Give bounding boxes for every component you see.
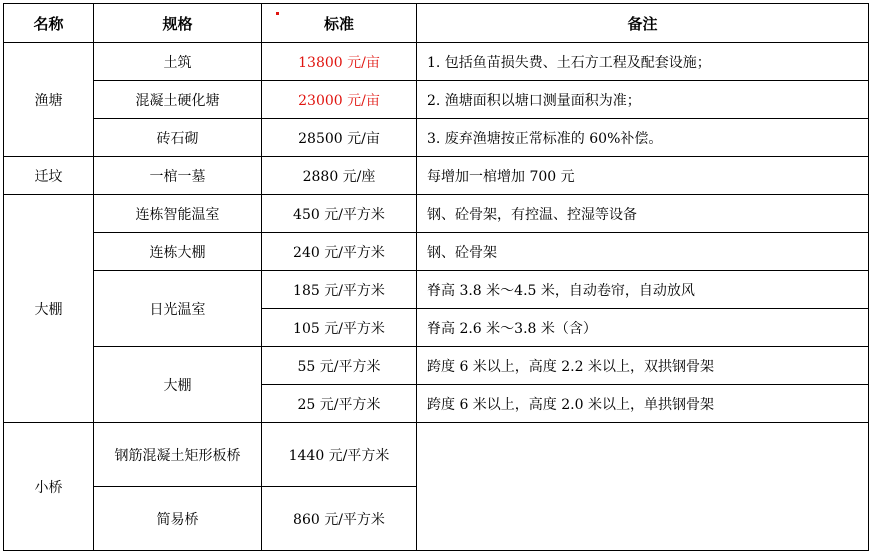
remark-cell: 1. 包括鱼苗损失费、土石方工程及配套设施； xyxy=(417,43,869,81)
standard-cell: 1440 元/平方米 xyxy=(262,423,417,487)
compensation-standard-table xyxy=(3,3,869,551)
spec-cell: 日光温室 xyxy=(94,271,262,347)
header-spec: 规格 xyxy=(94,4,262,43)
spec-cell: 混凝土硬化塘 xyxy=(94,81,262,119)
table-row xyxy=(4,271,869,309)
header-name: 名称 xyxy=(4,4,94,43)
remark-cell: 3. 废弃渔塘按正常标准的 60%补偿。 xyxy=(417,119,869,157)
standard-cell: 25 元/平方米 xyxy=(262,385,417,423)
table-row xyxy=(4,347,869,385)
table-row xyxy=(4,423,869,487)
standard-cell-highlighted: 23000 元/亩 xyxy=(262,81,417,119)
table-row xyxy=(4,195,869,233)
category-fish-pond: 渔塘 xyxy=(4,43,94,157)
remark-cell: 钢、砼骨架 xyxy=(417,233,869,271)
table-row xyxy=(4,81,869,119)
standard-cell-highlighted: 13800 元/亩 xyxy=(262,43,417,81)
remark-cell: 跨度 6 米以上，高度 2.0 米以上，单拱钢骨架 xyxy=(417,385,869,423)
spec-cell: 简易桥 xyxy=(94,487,262,551)
standard-cell: 240 元/平方米 xyxy=(262,233,417,271)
category-greenhouse: 大棚 xyxy=(4,195,94,423)
category-small-bridge: 小桥 xyxy=(4,423,94,551)
header-remarks: 备注 xyxy=(417,4,869,43)
header-row xyxy=(4,4,869,43)
remark-cell: 脊高 2.6 米～3.8 米（含） xyxy=(417,309,869,347)
remark-cell: 脊高 3.8 米～4.5 米，自动卷帘，自动放风 xyxy=(417,271,869,309)
spec-cell: 砖石砌 xyxy=(94,119,262,157)
standard-cell: 450 元/平方米 xyxy=(262,195,417,233)
standard-cell: 105 元/平方米 xyxy=(262,309,417,347)
table-row xyxy=(4,119,869,157)
spec-cell: 连栋大棚 xyxy=(94,233,262,271)
standard-cell: 2880 元/座 xyxy=(262,157,417,195)
spec-cell: 钢筋混凝土矩形板桥 xyxy=(94,423,262,487)
header-standard: 标准 xyxy=(262,4,417,43)
standard-cell: 860 元/平方米 xyxy=(262,487,417,551)
standard-cell: 185 元/平方米 xyxy=(262,271,417,309)
spec-cell: 一棺一墓 xyxy=(94,157,262,195)
spec-cell: 大棚 xyxy=(94,347,262,423)
table-row xyxy=(4,43,869,81)
spec-cell: 土筑 xyxy=(94,43,262,81)
category-grave-relocation: 迁坟 xyxy=(4,157,94,195)
table-row xyxy=(4,233,869,271)
remark-cell: 2. 渔塘面积以塘口测量面积为准； xyxy=(417,81,869,119)
remark-cell: 钢、砼骨架，有控温、控湿等设备 xyxy=(417,195,869,233)
spec-cell: 连栋智能温室 xyxy=(94,195,262,233)
remark-cell: 跨度 6 米以上，高度 2.2 米以上，双拱钢骨架 xyxy=(417,347,869,385)
standard-cell: 55 元/平方米 xyxy=(262,347,417,385)
remark-cell: 每增加一棺增加 700 元 xyxy=(417,157,869,195)
table-row xyxy=(4,157,869,195)
remark-cell-empty xyxy=(417,423,869,551)
standard-cell: 28500 元/亩 xyxy=(262,119,417,157)
